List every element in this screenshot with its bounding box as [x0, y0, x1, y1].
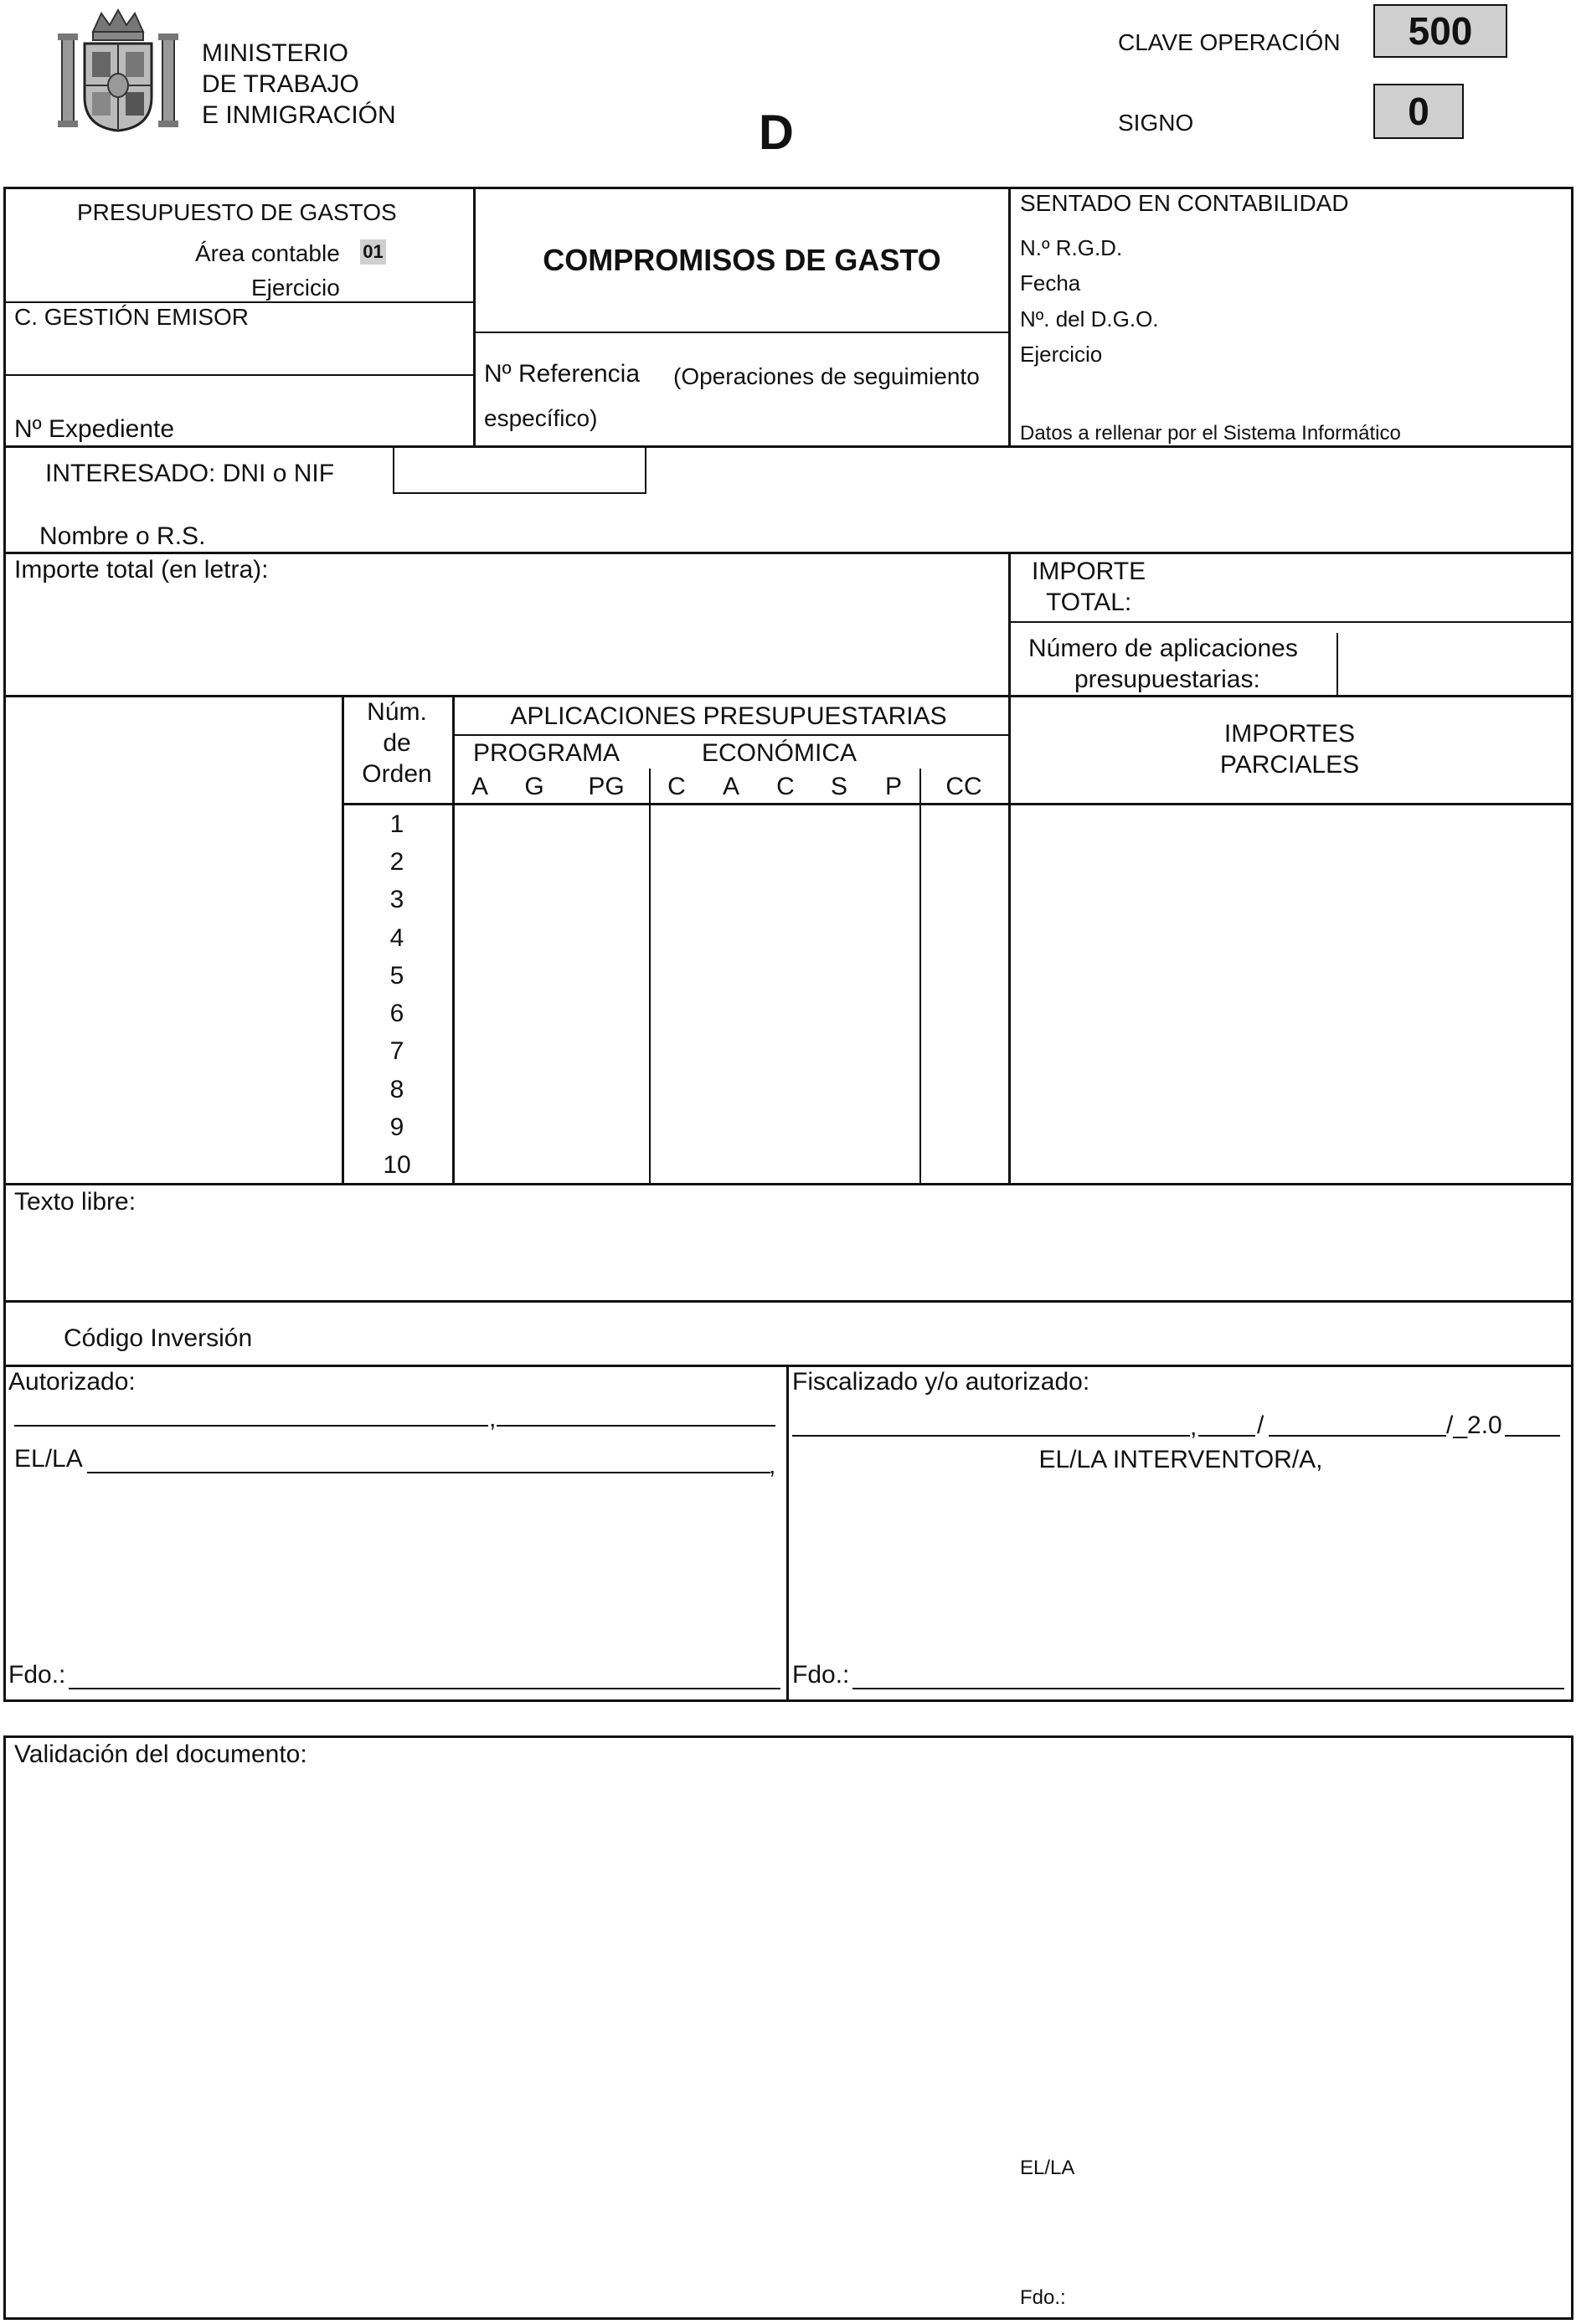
codigo-inversion-label: Código Inversión	[64, 1324, 253, 1352]
col-header-c: C	[667, 773, 686, 800]
rule	[919, 769, 921, 1184]
num-aplicaciones-label-2: presupuestarias:	[1074, 666, 1260, 693]
num-orden-header-3: Orden	[362, 760, 432, 788]
fiscalizado-year-line	[1505, 1435, 1560, 1437]
rule	[1008, 621, 1571, 623]
rule	[452, 734, 1008, 736]
rule	[3, 1699, 1573, 1702]
economica-header: ECONÓMICA	[702, 739, 858, 767]
row-number: 7	[389, 1037, 404, 1065]
referencia-note-2: específico)	[484, 405, 598, 431]
row-number: 5	[389, 962, 404, 990]
rule	[649, 769, 651, 1184]
row-number: 4	[389, 924, 404, 952]
nombre-rs-label: Nombre o R.S.	[39, 522, 206, 550]
expediente-label: Nº Expediente	[14, 415, 175, 443]
importes-parciales-header-2: PARCIALES	[1219, 751, 1360, 779]
ejercicio-label: Ejercicio	[251, 275, 340, 301]
fiscalizado-slash: /	[1257, 1411, 1264, 1439]
rgd-label: N.º R.G.D.	[1020, 235, 1123, 260]
validacion-box	[3, 1735, 1573, 2320]
clave-operacion-label: CLAVE OPERACIÓN	[1118, 29, 1341, 55]
num-orden-header-2: de	[383, 729, 411, 757]
datos-sistema-note: Datos a rellenar por el Sistema Informático	[1020, 422, 1401, 445]
fiscalizado-mes-line	[1269, 1435, 1446, 1437]
area-contable-label: Área contable	[195, 240, 340, 266]
ministry-line-3: E INMIGRACIÓN	[202, 101, 396, 129]
dni-nif-field[interactable]	[393, 446, 646, 494]
rule	[3, 445, 1573, 448]
autorizado-lugar-line	[14, 1425, 488, 1427]
fiscalizado-fdo-line	[852, 1688, 1564, 1689]
area-contable-value: 01	[360, 239, 386, 265]
row-number: 1	[389, 810, 404, 838]
fiscalizado-label: Fiscalizado y/o autorizado:	[792, 1368, 1090, 1396]
rule	[473, 187, 476, 446]
col-header-cc: CC	[945, 773, 982, 800]
validacion-fdo: Fdo.:	[1020, 2286, 1066, 2309]
interesado-label: INTERESADO: DNI o NIF	[45, 460, 335, 487]
autorizado-fdo-line	[69, 1688, 780, 1689]
row-number: 6	[389, 1000, 404, 1027]
presupuesto-gastos-label: PRESUPUESTO DE GASTOS	[77, 199, 397, 225]
signo-label: SIGNO	[1118, 110, 1194, 136]
autorizado-label: Autorizado:	[8, 1368, 136, 1396]
col-header-c2: C	[776, 773, 795, 800]
autorizado-el-la: EL/LA	[14, 1445, 83, 1473]
signo-value: 0	[1373, 84, 1464, 139]
num-aplicaciones-field-divider	[1337, 633, 1338, 695]
col-header-a: A	[471, 773, 489, 800]
autorizado-fecha-line	[497, 1425, 775, 1427]
interventor-label: EL/LA INTERVENTOR/A,	[1038, 1446, 1323, 1473]
row-number: 3	[389, 886, 404, 913]
rule	[3, 187, 1573, 189]
autorizado-fdo: Fdo.:	[8, 1661, 66, 1689]
fiscalizado-fdo: Fdo.:	[792, 1661, 850, 1689]
rule	[1571, 187, 1573, 1702]
importe-total-label-1: IMPORTE	[1032, 558, 1146, 585]
importes-parciales-header-1: IMPORTES	[1223, 720, 1356, 748]
validacion-el-la: EL/LA	[1020, 2157, 1075, 2179]
rule	[3, 1300, 1573, 1303]
rule	[342, 803, 1573, 805]
row-number: 10	[383, 1151, 411, 1179]
fecha-label: Fecha	[1020, 270, 1081, 296]
ministry-line-2: DE TRABAJO	[202, 70, 359, 98]
rule	[3, 187, 6, 1702]
validacion-label: Validación del documento:	[14, 1740, 307, 1768]
rule	[473, 332, 1008, 333]
texto-libre-label: Texto libre:	[14, 1188, 136, 1216]
importe-total-label-2: TOTAL:	[1046, 589, 1132, 616]
ejercicio-contable-label: Ejercicio	[1020, 342, 1103, 367]
col-header-p: P	[884, 773, 903, 800]
col-header-pg: PG	[588, 773, 625, 800]
autorizado-comma: ,	[489, 1405, 497, 1432]
rule	[342, 695, 344, 1184]
programa-header: PROGRAMA	[473, 739, 621, 767]
clave-operacion-value: 500	[1373, 4, 1507, 58]
num-aplicaciones-label-1: Número de aplicaciones	[1028, 635, 1298, 662]
fiscalizado-year: /_2.0	[1446, 1411, 1502, 1439]
document-letter: D	[759, 105, 794, 160]
rule	[1008, 695, 1011, 1184]
rule	[786, 1365, 789, 1702]
rule	[3, 1183, 1573, 1185]
form-title: COMPROMISOS DE GASTO	[543, 243, 941, 277]
referencia-label: Nº Referencia	[484, 360, 641, 388]
aplicaciones-header: APLICACIONES PRESUPUESTARIAS	[510, 702, 947, 730]
importe-letra-label: Importe total (en letra):	[14, 556, 269, 584]
num-orden-header-1: Núm.	[367, 698, 427, 726]
rule	[1008, 552, 1011, 695]
dgo-label: Nº. del D.G.O.	[1020, 306, 1159, 332]
rule	[1008, 187, 1011, 446]
rule	[3, 552, 1573, 554]
fiscalizado-lugar-line	[792, 1435, 1190, 1437]
autorizado-cargo-line	[87, 1472, 770, 1473]
fiscalizado-comma: ,	[1190, 1413, 1197, 1441]
sentado-contabilidad-label: SENTADO EN CONTABILIDAD	[1020, 190, 1349, 216]
rule	[3, 301, 473, 303]
ministry-line-1: MINISTERIO	[202, 39, 349, 67]
col-header-a2: A	[722, 773, 740, 800]
rule	[3, 374, 473, 376]
referencia-note-1: (Operaciones de seguimiento	[673, 363, 980, 389]
row-number: 9	[389, 1113, 404, 1141]
fiscalizado-dia-line	[1198, 1435, 1255, 1437]
col-header-s: S	[830, 773, 848, 800]
row-number: 8	[389, 1076, 404, 1103]
col-header-g: G	[524, 773, 544, 800]
rule	[3, 695, 1573, 697]
row-number: 2	[389, 848, 404, 876]
autorizado-cargo-comma: ,	[769, 1452, 776, 1479]
gestion-emisor-label: C. GESTIÓN EMISOR	[14, 304, 250, 330]
coat-of-arms-logo	[55, 5, 181, 132]
rule	[452, 695, 455, 1184]
